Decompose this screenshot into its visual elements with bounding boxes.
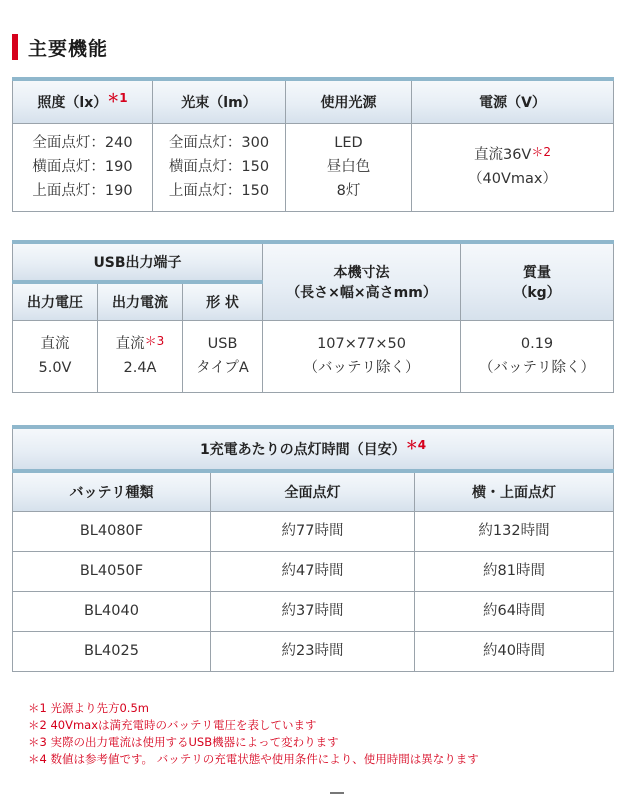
section-title: 主要機能	[28, 37, 109, 60]
header-light-source: 使用光源	[286, 79, 412, 123]
cell-dimensions: 107×77×50 （バッテリ除く）	[263, 320, 461, 392]
cell-output-voltage: 直流 5.0V	[13, 320, 98, 392]
note-marker-2: ＊2	[531, 145, 551, 159]
spec-table	[12, 77, 614, 212]
cell-mass: 0.19 （バッテリ除く）	[461, 320, 614, 392]
section-heading	[12, 34, 108, 60]
cell-side: 約132時間	[415, 511, 614, 551]
footnotes	[28, 700, 479, 768]
header-full-lighting: 全面点灯	[211, 471, 415, 511]
usb-size-table	[12, 240, 614, 393]
runtime-table	[12, 425, 614, 672]
cell-side: 約64時間	[415, 591, 614, 631]
cell-battery: BL4040	[13, 591, 211, 631]
note-marker-1: ＊1	[107, 90, 128, 105]
cell-illuminance: 全面点灯：240 横面点灯：190 上面点灯：190	[13, 123, 153, 211]
cell-full: 約77時間	[211, 511, 415, 551]
cell-full: 約47時間	[211, 551, 415, 591]
header-dimensions: 本機寸法 （長さ×幅×高さmm）	[263, 242, 461, 320]
cell-shape: USB タイプA	[183, 320, 263, 392]
cell-full: 約37時間	[211, 591, 415, 631]
table-row	[13, 591, 614, 631]
header-mass: 質量 （kg）	[461, 242, 614, 320]
cell-battery: BL4025	[13, 631, 211, 671]
header-battery-type: バッテリ種類	[13, 471, 211, 511]
note-marker-4: ＊4	[405, 438, 427, 452]
footnote-4: ＊4 数値は参考値です。 バッテリの充電状態や使用条件により、使用時間は異なります	[28, 752, 479, 766]
cell-output-current: 直流$^{*3}$ 2.4A	[98, 320, 183, 392]
footnote-2: ＊2 40Vmaxは満充電時のバッテリ電圧を表しています	[28, 718, 317, 732]
cell-side: 約81時間	[415, 551, 614, 591]
header-output-current: 出力電流	[98, 282, 183, 320]
cell-power: 直流$36V^{*2}$ （40Vmax）	[412, 123, 614, 211]
heading-accent-bar	[12, 34, 18, 60]
header-shape: 形 状	[183, 282, 263, 320]
table-row	[13, 551, 614, 591]
cell-luminous-flux: 全面点灯：300 横面点灯：150 上面点灯：150	[153, 123, 286, 211]
footnote-1: ＊1 光源より先方0.5m	[28, 701, 149, 715]
header-luminous-flux: 光束（lm）	[153, 79, 286, 123]
header-side-top-lighting: 横・上面点灯	[415, 471, 614, 511]
cell-full: 約23時間	[211, 631, 415, 671]
header-usb-output: USB出力端子	[13, 242, 263, 282]
table-row	[13, 511, 614, 551]
cell-side: 約40時間	[415, 631, 614, 671]
header-power: 電源（V）	[412, 79, 614, 123]
cell-light-source: LED 昼白色 8灯	[286, 123, 412, 211]
table-row	[13, 631, 614, 671]
cell-battery: BL4050F	[13, 551, 211, 591]
cell-battery: BL4080F	[13, 511, 211, 551]
page-divider	[330, 792, 344, 794]
runtime-table-title: 1充電あたりの点灯時間（目安）＊4	[13, 427, 614, 471]
header-illuminance: 照度（lx）＊1	[13, 79, 153, 123]
note-marker-3: ＊3	[144, 334, 165, 348]
header-output-voltage: 出力電圧	[13, 282, 98, 320]
footnote-3: ＊3 実際の出力電流は使用するUSB機器によって変わります	[28, 735, 339, 749]
